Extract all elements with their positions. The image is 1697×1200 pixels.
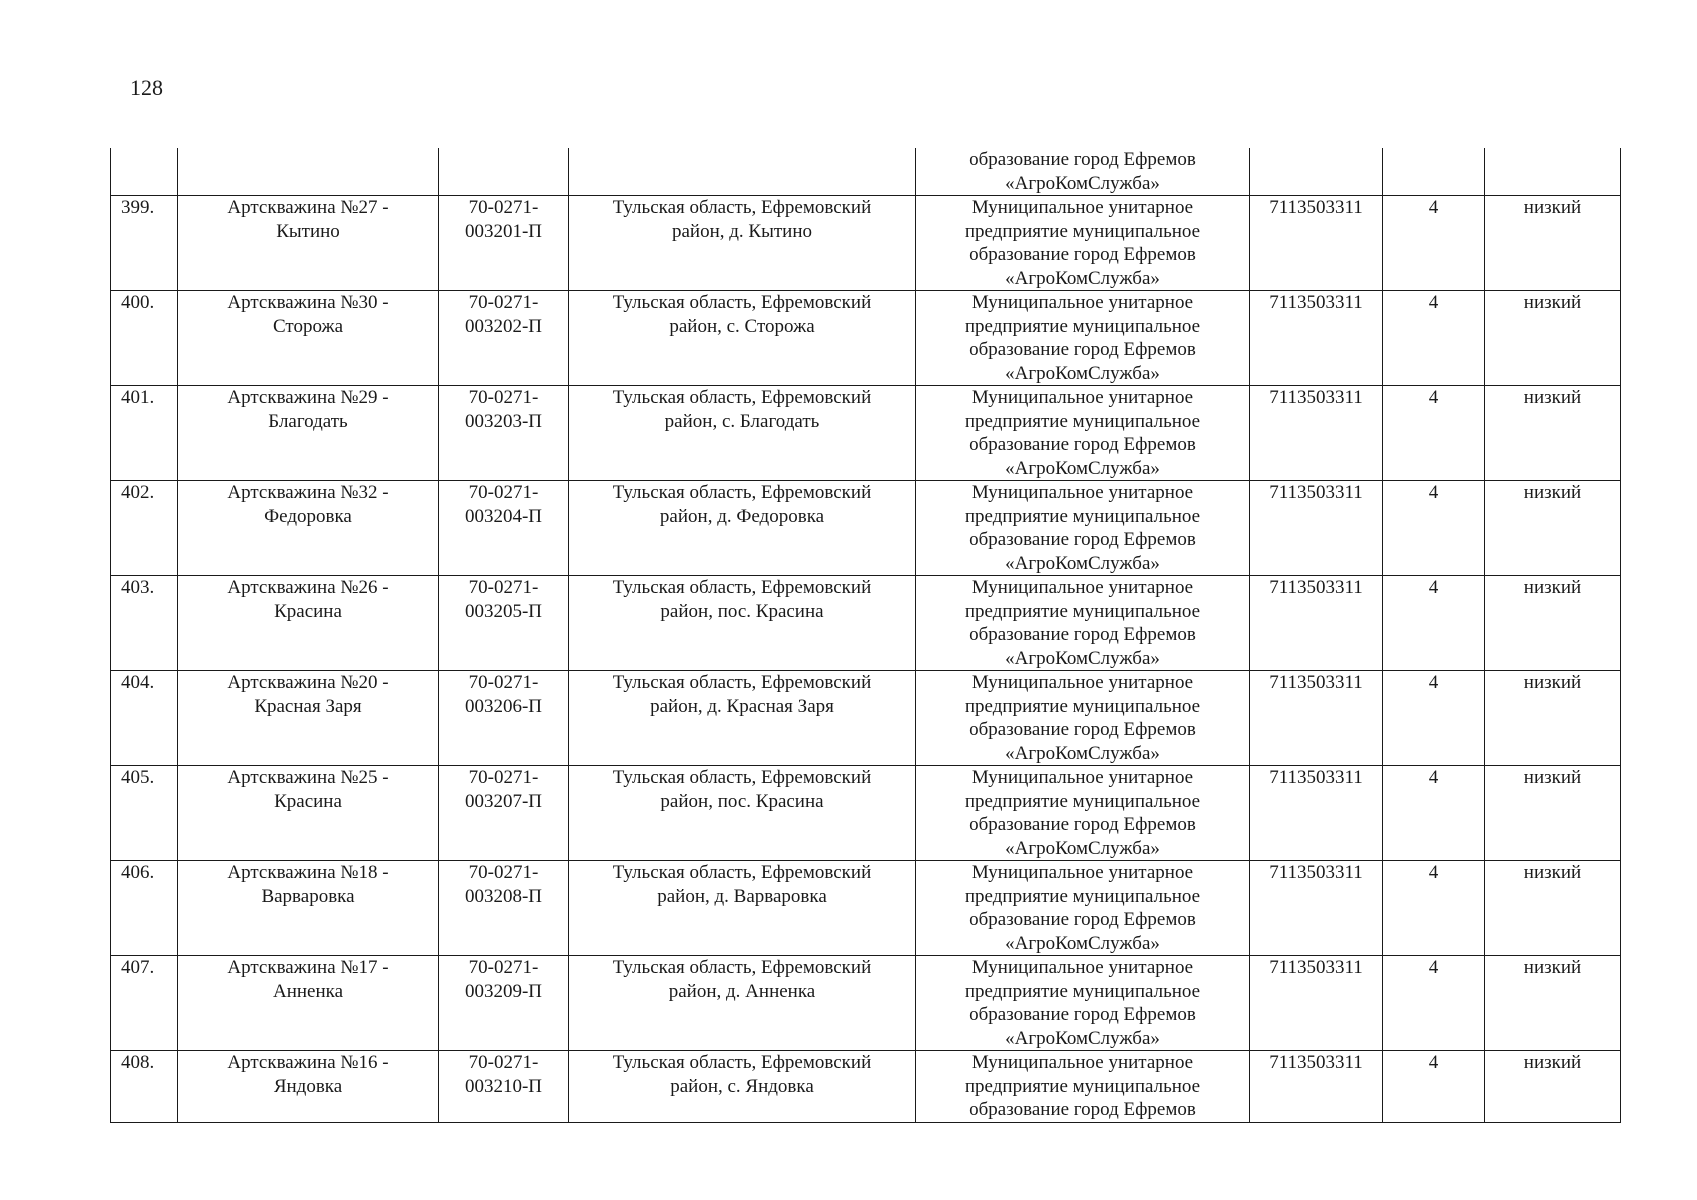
row-number: 401.: [121, 387, 155, 408]
object-name-line: Красина: [274, 600, 342, 622]
category-value: 4: [1428, 1052, 1439, 1073]
address-line: Тульская область, Ефремовский: [612, 197, 872, 218]
address-cell: [569, 386, 916, 481]
object-name-line: Артскважина №16 -: [227, 1052, 389, 1073]
object-code-line: 003207-П: [464, 790, 543, 812]
operator-line: предприятие муниципальное: [964, 315, 1201, 337]
num-cell: [111, 766, 178, 861]
address-cell: [569, 576, 916, 671]
row-number: 408.: [121, 1052, 155, 1073]
operator-line: образование город Ефремов: [969, 624, 1196, 645]
operator-cell: [916, 1051, 1250, 1123]
address-line: район, д. Варваровка: [657, 885, 827, 907]
object-name-line: Артскважина №29 -: [227, 387, 389, 408]
operator-line: предприятие муниципальное: [964, 885, 1201, 907]
row-number: 406.: [121, 862, 155, 883]
risk-level: низкий: [1523, 767, 1582, 788]
risk-level: низкий: [1523, 672, 1582, 693]
registry-table-body: [111, 148, 1621, 1122]
operator-cell: [916, 148, 1250, 196]
operator-line: «АгроКомСлужба»: [1005, 172, 1160, 194]
object-code-line: 003204-П: [464, 505, 543, 527]
operator-cell: [916, 956, 1250, 1051]
row-number: 399.: [121, 197, 155, 218]
address-cell: [569, 291, 916, 386]
operator-line: «АгроКомСлужба»: [1005, 362, 1160, 384]
operator-line: Муниципальное унитарное: [971, 767, 1194, 788]
category-cell: [1383, 671, 1485, 766]
address-cell: [569, 956, 916, 1051]
operator-cell: [916, 576, 1250, 671]
table-row: [111, 196, 1621, 291]
address-line: район, д. Анненка: [668, 980, 816, 1002]
num-cell: [111, 196, 178, 291]
risk-level: низкий: [1523, 577, 1582, 598]
object-cell: [178, 956, 439, 1051]
inn-cell: [1250, 386, 1383, 481]
num-cell: [111, 1051, 178, 1123]
category-value: 4: [1428, 387, 1439, 408]
object-name-line: Варваровка: [261, 885, 355, 907]
operator-line: Муниципальное унитарное: [971, 957, 1194, 978]
risk-level: низкий: [1523, 292, 1582, 313]
code-cell: [439, 956, 569, 1051]
object-code-line: 70-0271-: [468, 482, 539, 503]
address-line: Тульская область, Ефремовский: [612, 577, 872, 598]
object-cell: [178, 148, 439, 196]
table-row: [111, 1051, 1621, 1123]
operator-line: Муниципальное унитарное: [971, 387, 1194, 408]
object-cell: [178, 481, 439, 576]
operator-line: Муниципальное унитарное: [971, 1052, 1194, 1073]
object-name-line: Артскважина №18 -: [227, 862, 389, 883]
operator-line: «АгроКомСлужба»: [1005, 647, 1160, 669]
object-name-line: Анненка: [272, 980, 344, 1002]
object-code-line: 003203-П: [464, 410, 543, 432]
risk-cell: [1485, 671, 1621, 766]
code-cell: [439, 196, 569, 291]
risk-level: низкий: [1523, 197, 1582, 218]
risk-level: низкий: [1523, 482, 1582, 503]
address-line: Тульская область, Ефремовский: [612, 1052, 872, 1073]
category-value: 4: [1428, 767, 1439, 788]
inn-cell: [1250, 671, 1383, 766]
category-cell: [1383, 956, 1485, 1051]
continuation-row: [111, 148, 1621, 196]
table-row: [111, 481, 1621, 576]
address-line: Тульская область, Ефремовский: [612, 767, 872, 788]
inn-cell: [1250, 196, 1383, 291]
num-cell: [111, 861, 178, 956]
operator-cell: [916, 386, 1250, 481]
object-code-line: 003208-П: [464, 885, 543, 907]
operator-line: предприятие муниципальное: [964, 790, 1201, 812]
category-value: 4: [1428, 862, 1439, 883]
object-cell: [178, 671, 439, 766]
inn-value: 7113503311: [1269, 292, 1363, 313]
table-row: [111, 386, 1621, 481]
operator-line: «АгроКомСлужба»: [1005, 457, 1160, 479]
code-cell: [439, 148, 569, 196]
risk-level: низкий: [1523, 387, 1582, 408]
risk-cell: [1485, 148, 1621, 196]
category-value: 4: [1428, 672, 1439, 693]
category-value: 4: [1428, 577, 1439, 598]
code-cell: [439, 1051, 569, 1123]
inn-cell: [1250, 1051, 1383, 1123]
registry-table: [110, 148, 1621, 1123]
risk-cell: [1485, 956, 1621, 1051]
num-cell: [111, 671, 178, 766]
object-cell: [178, 576, 439, 671]
operator-cell: [916, 766, 1250, 861]
row-number: 400.: [121, 292, 155, 313]
object-name-line: Кытино: [276, 220, 340, 242]
inn-value: 7113503311: [1269, 387, 1363, 408]
inn-value: 7113503311: [1269, 1052, 1363, 1073]
object-code-line: 70-0271-: [468, 387, 539, 408]
operator-line: образование город Ефремов: [969, 244, 1196, 265]
code-cell: [439, 291, 569, 386]
category-cell: [1383, 576, 1485, 671]
object-name-line: Артскважина №20 -: [227, 672, 389, 693]
num-cell: [111, 386, 178, 481]
object-cell: [178, 291, 439, 386]
category-cell: [1383, 1051, 1485, 1123]
operator-cell: [916, 196, 1250, 291]
operator-line: образование город Ефремов: [969, 339, 1196, 360]
operator-line: предприятие муниципальное: [964, 505, 1201, 527]
inn-value: 7113503311: [1269, 577, 1363, 598]
row-number: 403.: [121, 577, 155, 598]
inn-cell: [1250, 956, 1383, 1051]
object-code-line: 70-0271-: [468, 862, 539, 883]
address-line: район, пос. Красина: [660, 600, 824, 622]
operator-line: «АгроКомСлужба»: [1005, 1027, 1160, 1049]
category-cell: [1383, 766, 1485, 861]
operator-line: предприятие муниципальное: [964, 220, 1201, 242]
row-number: 405.: [121, 767, 155, 788]
address-cell: [569, 148, 916, 196]
inn-value: 7113503311: [1269, 482, 1363, 503]
operator-line: Муниципальное унитарное: [971, 862, 1194, 883]
category-cell: [1383, 148, 1485, 196]
object-code-line: 70-0271-: [468, 292, 539, 313]
object-code-line: 003206-П: [464, 695, 543, 717]
address-line: район, с. Яндовка: [670, 1075, 814, 1097]
address-line: район, с. Сторожа: [669, 315, 815, 337]
operator-cell: [916, 861, 1250, 956]
inn-cell: [1250, 576, 1383, 671]
category-cell: [1383, 481, 1485, 576]
inn-cell: [1250, 148, 1383, 196]
inn-cell: [1250, 766, 1383, 861]
operator-line: Муниципальное унитарное: [971, 577, 1194, 598]
address-line: Тульская область, Ефремовский: [612, 482, 872, 503]
inn-value: 7113503311: [1269, 672, 1363, 693]
category-cell: [1383, 196, 1485, 291]
object-cell: [178, 386, 439, 481]
object-name-line: Федоровка: [264, 505, 352, 527]
risk-level: низкий: [1523, 862, 1582, 883]
operator-line: образование город Ефремов: [969, 434, 1196, 455]
operator-line: «АгроКомСлужба»: [1005, 267, 1160, 289]
address-line: Тульская область, Ефремовский: [612, 862, 872, 883]
code-cell: [439, 386, 569, 481]
inn-cell: [1250, 861, 1383, 956]
operator-cell: [916, 291, 1250, 386]
address-line: район, д. Федоровка: [659, 505, 825, 527]
address-line: район, пос. Красина: [660, 790, 824, 812]
operator-line: «АгроКомСлужба»: [1005, 932, 1160, 954]
operator-line: предприятие муниципальное: [964, 980, 1201, 1002]
operator-cell: [916, 671, 1250, 766]
inn-value: 7113503311: [1269, 197, 1363, 218]
code-cell: [439, 576, 569, 671]
address-line: Тульская область, Ефремовский: [612, 387, 872, 408]
code-cell: [439, 671, 569, 766]
address-cell: [569, 671, 916, 766]
row-number: 404.: [121, 672, 155, 693]
table-row: [111, 576, 1621, 671]
address-cell: [569, 196, 916, 291]
category-value: 4: [1428, 197, 1439, 218]
object-code-line: 70-0271-: [468, 672, 539, 693]
object-name-line: Яндовка: [273, 1075, 343, 1097]
operator-line: «АгроКомСлужба»: [1005, 742, 1160, 764]
operator-line: образование город Ефремов: [969, 814, 1196, 835]
risk-cell: [1485, 386, 1621, 481]
object-cell: [178, 861, 439, 956]
object-code-line: 70-0271-: [468, 957, 539, 978]
operator-line: предприятие муниципальное: [964, 600, 1201, 622]
num-cell: [111, 956, 178, 1051]
object-code-line: 003202-П: [464, 315, 543, 337]
risk-level: низкий: [1523, 957, 1582, 978]
address-cell: [569, 766, 916, 861]
object-name-line: Сторожа: [272, 315, 344, 337]
object-code-line: 70-0271-: [468, 767, 539, 788]
object-code-line: 70-0271-: [468, 1052, 539, 1073]
operator-line: образование город Ефремов: [969, 1004, 1196, 1025]
object-code-line: 70-0271-: [468, 197, 539, 218]
operator-line: образование город Ефремов: [969, 149, 1196, 170]
operator-line: образование город Ефремов: [969, 909, 1196, 930]
operator-line: «АгроКомСлужба»: [1005, 552, 1160, 574]
object-code-line: 003210-П: [464, 1075, 543, 1097]
operator-line: «АгроКомСлужба»: [1005, 837, 1160, 859]
address-cell: [569, 1051, 916, 1123]
risk-cell: [1485, 766, 1621, 861]
table-row: [111, 291, 1621, 386]
operator-line: предприятие муниципальное: [964, 695, 1201, 717]
operator-cell: [916, 481, 1250, 576]
object-code-line: 003201-П: [464, 220, 543, 242]
address-line: Тульская область, Ефремовский: [612, 292, 872, 313]
table-row: [111, 956, 1621, 1051]
address-line: район, д. Красная Заря: [650, 695, 834, 717]
table-row: [111, 766, 1621, 861]
category-cell: [1383, 291, 1485, 386]
object-name-line: Красная Заря: [254, 695, 362, 717]
risk-cell: [1485, 1051, 1621, 1123]
risk-cell: [1485, 861, 1621, 956]
address-line: район, д. Кытино: [671, 220, 812, 242]
code-cell: [439, 861, 569, 956]
risk-cell: [1485, 291, 1621, 386]
inn-cell: [1250, 291, 1383, 386]
address-line: Тульская область, Ефремовский: [612, 957, 872, 978]
object-cell: [178, 196, 439, 291]
category-value: 4: [1428, 957, 1439, 978]
operator-line: Муниципальное унитарное: [971, 292, 1194, 313]
operator-line: Муниципальное унитарное: [971, 197, 1194, 218]
address-line: Тульская область, Ефремовский: [612, 672, 872, 693]
risk-cell: [1485, 196, 1621, 291]
object-code-line: 003209-П: [464, 980, 543, 1002]
num-cell: [111, 148, 178, 196]
row-number: 402.: [121, 482, 155, 503]
object-name-line: Артскважина №17 -: [227, 957, 389, 978]
object-name-line: Артскважина №26 -: [227, 577, 389, 598]
object-name-line: Артскважина №30 -: [227, 292, 389, 313]
inn-value: 7113503311: [1269, 767, 1363, 788]
category-value: 4: [1428, 292, 1439, 313]
operator-line: предприятие муниципальное: [964, 410, 1201, 432]
page-number: 128: [130, 75, 163, 100]
object-name-line: Благодать: [268, 410, 348, 432]
category-cell: [1383, 386, 1485, 481]
table-row: [111, 861, 1621, 956]
category-cell: [1383, 861, 1485, 956]
object-cell: [178, 766, 439, 861]
inn-value: 7113503311: [1269, 862, 1363, 883]
object-cell: [178, 1051, 439, 1123]
object-name-line: Артскважина №25 -: [227, 767, 389, 788]
address-cell: [569, 861, 916, 956]
inn-cell: [1250, 481, 1383, 576]
risk-cell: [1485, 576, 1621, 671]
code-cell: [439, 481, 569, 576]
num-cell: [111, 291, 178, 386]
object-code-line: 003205-П: [464, 600, 543, 622]
object-name-line: Артскважина №32 -: [227, 482, 389, 503]
address-cell: [569, 481, 916, 576]
table-row: [111, 671, 1621, 766]
num-cell: [111, 481, 178, 576]
num-cell: [111, 576, 178, 671]
category-value: 4: [1428, 482, 1439, 503]
operator-line: образование город Ефремов: [969, 529, 1196, 550]
risk-cell: [1485, 481, 1621, 576]
operator-line: Муниципальное унитарное: [971, 482, 1194, 503]
operator-line: Муниципальное унитарное: [971, 672, 1194, 693]
code-cell: [439, 766, 569, 861]
address-line: район, с. Благодать: [664, 410, 820, 432]
operator-line: образование город Ефремов: [969, 719, 1196, 740]
operator-line: образование город Ефремов: [969, 1099, 1196, 1120]
operator-line: предприятие муниципальное: [964, 1075, 1201, 1097]
risk-level: низкий: [1523, 1052, 1582, 1073]
inn-value: 7113503311: [1269, 957, 1363, 978]
object-name-line: Артскважина №27 -: [227, 197, 389, 218]
row-number: 407.: [121, 957, 155, 978]
object-code-line: 70-0271-: [468, 577, 539, 598]
object-name-line: Красина: [274, 790, 342, 812]
